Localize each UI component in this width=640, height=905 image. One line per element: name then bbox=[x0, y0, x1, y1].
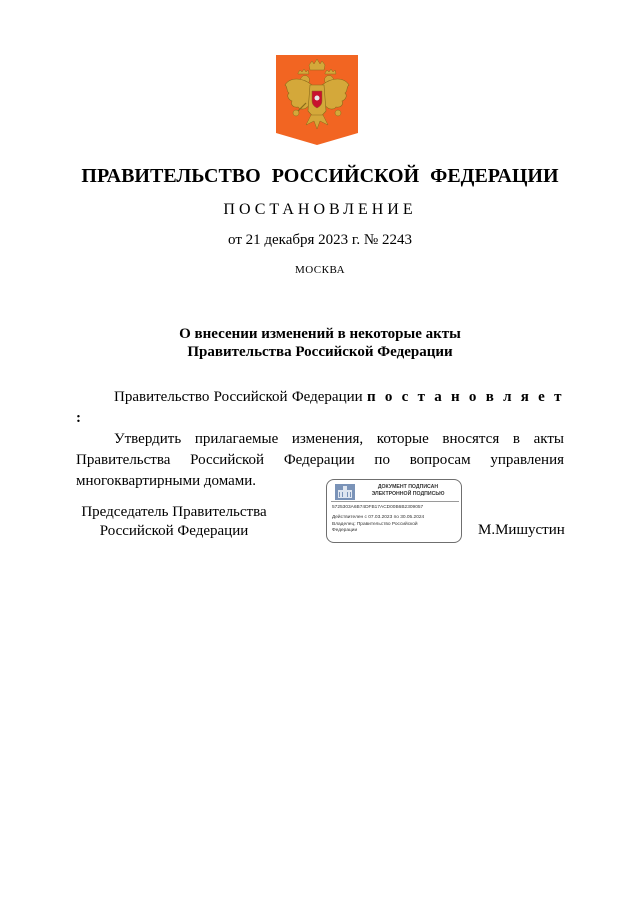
stamp-owner-line-2: Федерации bbox=[332, 528, 358, 533]
stamp-certificate: 5725303A6B74DFB17ACD00B6B2309057 bbox=[332, 505, 424, 510]
stamp-header bbox=[331, 483, 459, 501]
electronic-signature-stamp bbox=[326, 479, 462, 543]
stamp-owner-line-1: Владелец: Правительство Российской bbox=[332, 522, 418, 527]
signer-position-line-2: Российской Федерации bbox=[99, 523, 249, 539]
document-type: ПОСТАНОВЛЕНИЕ bbox=[223, 201, 417, 218]
government-building-icon bbox=[335, 484, 355, 500]
stamp-divider bbox=[331, 501, 459, 502]
document-body bbox=[76, 387, 564, 492]
subject-line-1: О внесении изменений в некоторые акты bbox=[179, 326, 461, 342]
signer-position bbox=[76, 503, 272, 541]
coat-of-arms-emblem bbox=[276, 55, 358, 145]
document-city: МОСКВА bbox=[294, 264, 346, 276]
stamp-title-line-1: ДОКУМЕНТ ПОДПИСАН bbox=[377, 484, 439, 490]
stamp-validity: Действителен с 07.03.2023 по 30.05.2024 bbox=[332, 515, 425, 520]
stamp-title-line-2: ЭЛЕКТРОННОЙ ПОДПИСЬЮ bbox=[371, 491, 445, 497]
signer-position-line-1: Председатель Правительства bbox=[81, 504, 267, 520]
subject-line-2: Правительства Российской Федерации bbox=[187, 344, 453, 360]
document-subject bbox=[0, 325, 640, 361]
double-headed-eagle-icon bbox=[276, 55, 358, 145]
body-paragraph-1-prefix: Правительство Российской Федерации bbox=[114, 389, 367, 405]
signer-name: М.Мишустин bbox=[478, 522, 565, 538]
body-paragraph-1 bbox=[76, 387, 564, 429]
document-date-number: от 21 декабря 2023 г. № 2243 bbox=[228, 232, 412, 248]
decree-word: п о с т а н о в л я е т : bbox=[76, 389, 564, 426]
body-paragraph-2: Утвердить прилагаемые изменения, которые вносятся в акты Правительства Российской Федерации по вопросам управления многоквартирными домами. bbox=[76, 431, 564, 489]
government-title: ПРАВИТЕЛЬСТВО РОССИЙСКОЙ ФЕДЕРАЦИИ bbox=[81, 165, 559, 187]
stamp-title bbox=[357, 484, 459, 498]
